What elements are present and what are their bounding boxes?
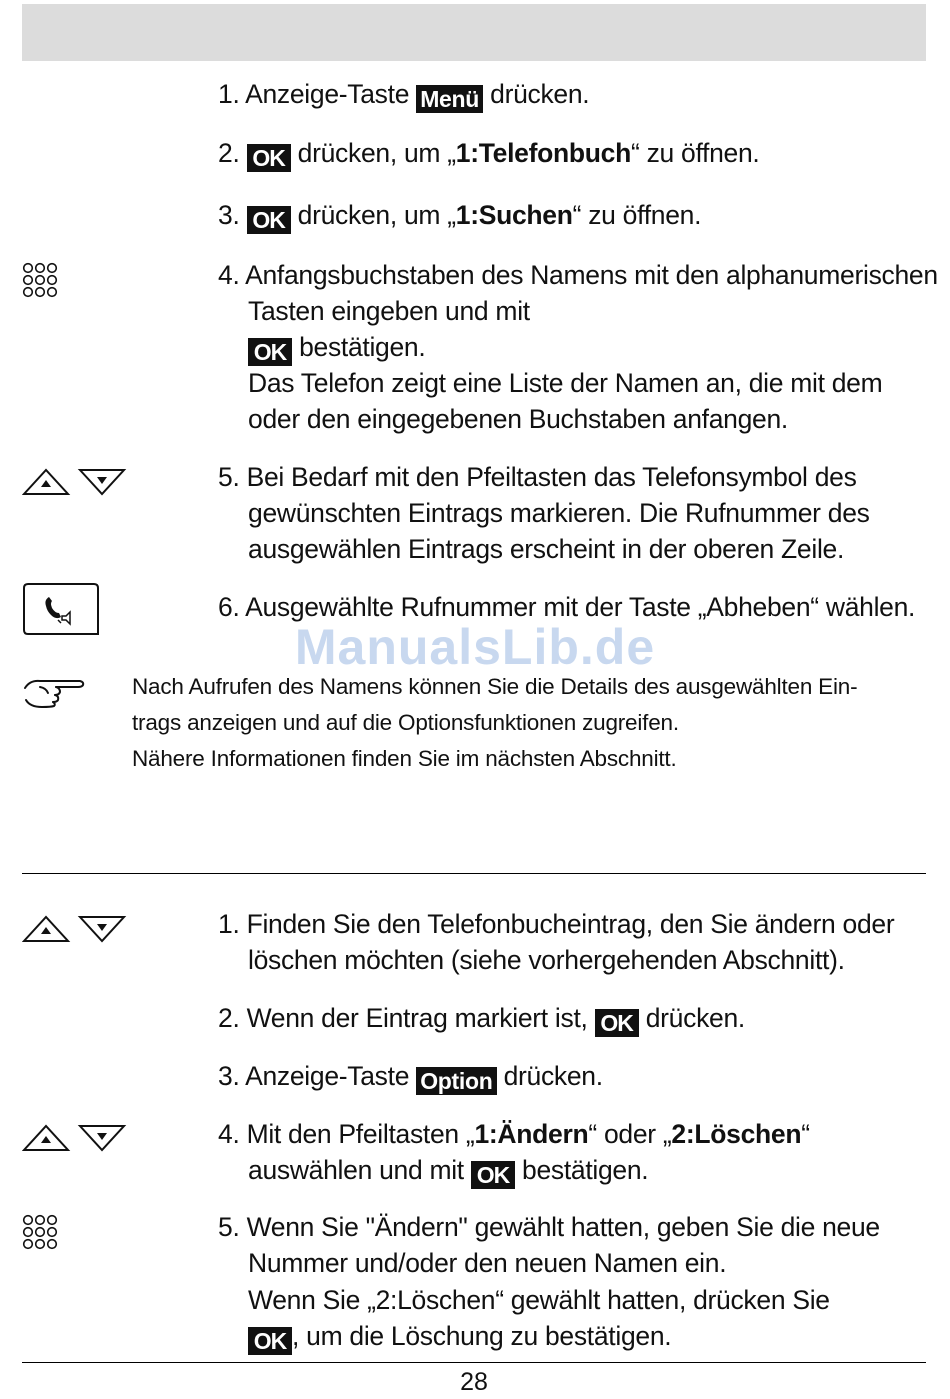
menu-softkey: Menü bbox=[416, 85, 483, 113]
arrow-down-key-icon bbox=[80, 1126, 124, 1150]
pointing-hand-icon bbox=[22, 674, 86, 708]
footer-divider bbox=[22, 1362, 926, 1363]
note-line1: Nach Aufrufen des Namens können Sie die Details des ausgewählten Ein- bbox=[132, 674, 858, 699]
s2-step1-line1: 1. Finden Sie den Telefonbucheintrag, den Sie ändern oder bbox=[218, 909, 895, 939]
s2-step4-line1: 4. Mit den Pfeiltasten „1:Ändern“ oder „2:Löschen“ bbox=[218, 1119, 810, 1149]
s1-step1: 1. Anzeige-Taste Menü drücken. bbox=[218, 79, 590, 112]
arrow-up-key-icon bbox=[24, 470, 68, 494]
page-number: 28 bbox=[460, 1368, 488, 1396]
ok-key: OK bbox=[595, 1009, 639, 1037]
arrow-keys-icon bbox=[22, 467, 130, 497]
s1-step3: 3. OK drücken, um „1:Suchen“ zu öffnen. bbox=[218, 200, 702, 233]
s1-step4-line5: oder den eingegebenen Buchstaben anfangen. bbox=[248, 404, 788, 434]
arrow-down-key-icon bbox=[80, 470, 124, 494]
s2-step5-line4: OK , um die Löschung zu bestätigen. bbox=[248, 1318, 671, 1355]
ok-key: OK bbox=[247, 144, 291, 172]
ok-key: OK bbox=[248, 1327, 292, 1355]
arrow-up-key-icon bbox=[24, 917, 68, 941]
s2-step5-line1: 5. Wenn Sie "Ändern" gewählt hatten, geben Sie die neue bbox=[218, 1212, 880, 1242]
s2-step5-line2: Nummer und/oder den neuen Namen ein. bbox=[248, 1248, 727, 1278]
arrow-keys-icon bbox=[22, 914, 130, 944]
s1-step4-line1: 4. Anfangsbuchstaben des Namens mit den alphanumerischen bbox=[218, 260, 938, 290]
s1-step5-line2: gewünschten Eintrags markieren. Die Rufnummer des bbox=[248, 498, 870, 528]
s1-step5-line3: ausgewählen Eintrags erscheint in der oberen Zeile. bbox=[248, 534, 845, 564]
s2-step4-line2: auswählen und mit OK bestätigen. bbox=[248, 1155, 649, 1188]
s1-step5-line1: 5. Bei Bedarf mit den Pfeiltasten das Telefonsymbol des bbox=[218, 462, 857, 492]
note-line3: Nähere Informationen finden Sie im nächsten Abschnitt. bbox=[132, 746, 677, 771]
ok-key: OK bbox=[248, 338, 292, 366]
s2-step5-line3: Wenn Sie „2:Löschen“ gewählt hatten, drücken Sie bbox=[248, 1285, 830, 1315]
s2-step2: 2. Wenn der Eintrag markiert ist, OK drücken. bbox=[218, 1003, 745, 1036]
arrow-keys-icon bbox=[22, 1123, 130, 1153]
arrow-down-key-icon bbox=[80, 917, 124, 941]
option-softkey: Option bbox=[416, 1067, 496, 1095]
s2-step1-line2: löschen möchten (siehe vorhergehenden Abschnitt). bbox=[248, 945, 845, 975]
section-divider bbox=[22, 873, 926, 874]
arrow-up-key-icon bbox=[24, 1126, 68, 1150]
ok-key: OK bbox=[471, 1161, 515, 1189]
s1-step2: 2. OK drücken, um „1:Telefonbuch“ zu öffnen. bbox=[218, 138, 760, 171]
note-line2: trags anzeigen und auf die Optionsfunktionen zugreifen. bbox=[132, 710, 679, 735]
s2-step3: 3. Anzeige-Taste Option drücken. bbox=[218, 1061, 603, 1094]
s1-step4-line4: Das Telefon zeigt eine Liste der Namen an, die mit dem bbox=[248, 368, 883, 398]
keypad-icon bbox=[22, 1214, 60, 1250]
ok-key: OK bbox=[247, 206, 291, 234]
keypad-icon bbox=[22, 262, 60, 298]
header-band bbox=[22, 4, 926, 61]
watermark: ManualsLib.de bbox=[294, 619, 656, 675]
s1-step6-line1: 6. Ausgewählte Rufnummer mit der Taste „Abheben“ wählen. bbox=[218, 592, 916, 622]
s1-step4-line2: Tasten eingeben und mit bbox=[248, 296, 530, 326]
s1-step4-line3: OK bestätigen. bbox=[248, 329, 425, 366]
